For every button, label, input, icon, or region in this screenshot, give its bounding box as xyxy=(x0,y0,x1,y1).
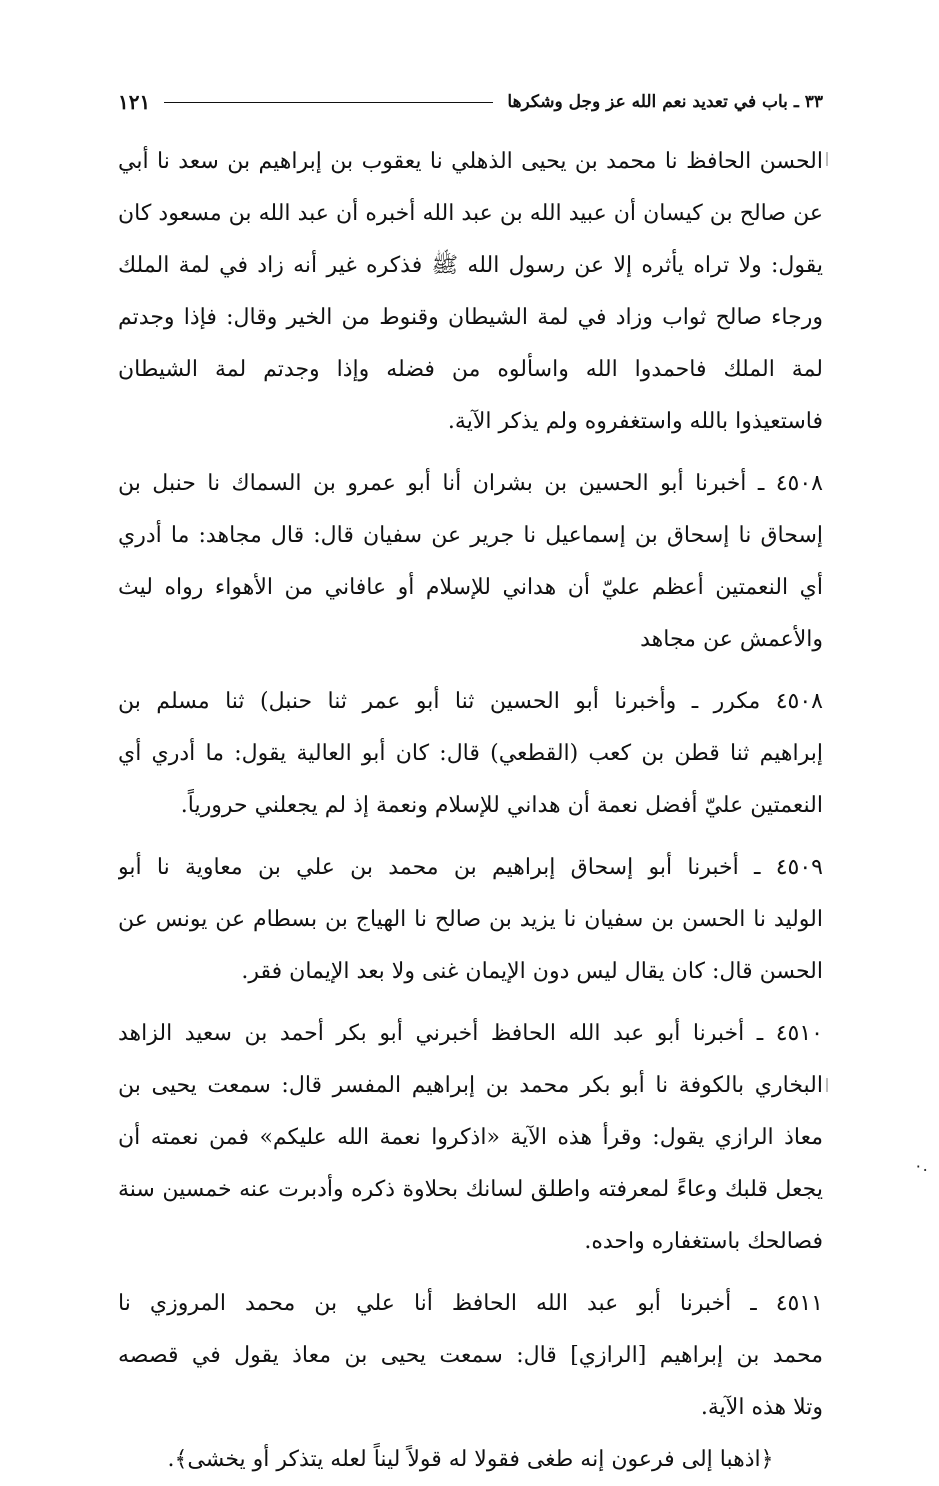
text-line: محمد بن إبراهيم [الرازي] قال: سمعت يحيى بن معاذ يقول في قصصه xyxy=(118,1343,823,1368)
header-rule xyxy=(164,102,493,103)
text-line: البخاري بالكوفة نا أبو بكر محمد بن إبراهيم المفسر قال: سمعت يحيى بن xyxy=(118,1073,823,1098)
text-line: يقول: ولا تراه يأثره إلا عن رسول الله ﷺ فذكره غير أنه زاد في لمة الملك xyxy=(118,253,823,278)
text-line: أي النعمتين أعظم عليّ أن هداني للإسلام أو عافاني من الأهواء رواه ليث xyxy=(118,575,823,600)
text-line: فصالحك باستغفاره واحده. xyxy=(584,1229,823,1254)
text-line: عن صالح بن كيسان أن عبيد الله بن عبد الله أخبره أن عبد الله بن مسعود كان xyxy=(118,201,823,226)
text-line: معاذ الرازي يقول: وقرأ هذه الآية «اذكروا نعمة الله عليكم» فمن نعمته أن xyxy=(118,1125,823,1150)
text-line: يجعل قلبك وعاءً لمعرفته واطلق لسانك بحلاوة ذكره وأدبرت عنه خمسين سنة xyxy=(118,1177,823,1202)
margin-mark: ٠. xyxy=(914,1156,928,1175)
chapter-title: ٣٣ ـ باب في تعديد نعم الله عز وجل وشكرها xyxy=(507,92,823,112)
hadith-4509-line: ٤٥٠٩ ـ أخبرنا أبو إسحاق إبراهيم بن محمد بن علي بن معاوية نا أبو xyxy=(118,855,823,880)
text-line: الحسن قال: كان يقال ليس دون الإيمان غنى ولا بعد الإيمان فقر. xyxy=(241,959,823,984)
hadith-4508-repeat-line: ٤٥٠٨ مكرر ـ وأخبرنا أبو الحسين ثنا أبو عمر ثنا حنبل) ثنا مسلم بن xyxy=(118,689,823,714)
hadith-4511-line: ٤٥١١ ـ أخبرنا أبو عبد الله الحافظ أنا علي بن محمد المروزي نا xyxy=(118,1291,823,1316)
text-line: لمة الملك فاحمدوا الله واسألوه من فضله وإذا وجدتم لمة الشيطان xyxy=(118,357,823,382)
hadith-4508-line: ٤٥٠٨ ـ أخبرنا أبو الحسين بن بشران أنا أبو عمرو بن السماك نا حنبل بن xyxy=(118,471,823,496)
page-header xyxy=(118,82,823,122)
margin-tick xyxy=(826,152,828,166)
text-line: ورجاء صالح ثواب وزاد في لمة الشيطان وقنوط من الخير وقال: فإذا وجدتم xyxy=(118,305,823,330)
text-line: والأعمش عن مجاهد xyxy=(640,627,823,652)
text-line: إبراهيم ثنا قطن بن كعب (القطعي) قال: كان أبو العالية يقول: ما أدري أي xyxy=(118,741,823,766)
quran-verse: ﴿اذهبا إلى فرعون إنه طغى فقولا له قولاً ليناً لعله يتذكر أو يخشى﴾. xyxy=(167,1447,774,1472)
text-line: الحسن الحافظ نا محمد بن يحيى الذهلي نا يعقوب بن إبراهيم بن سعد نا أبي xyxy=(118,149,823,174)
text-line: وتلا هذه الآية. xyxy=(700,1395,823,1420)
text-line: فاستعيذوا بالله واستغفروه ولم يذكر الآية. xyxy=(447,409,823,434)
body-text xyxy=(118,136,823,1486)
text-line: الوليد نا الحسن بن سفيان نا يزيد بن صالح نا الهياج بن بسطام عن يونس عن xyxy=(118,907,823,932)
text-line: إسحاق نا إسحاق بن إسماعيل نا جرير عن سفيان قال: قال مجاهد: ما أدري xyxy=(118,523,823,548)
text-line: النعمتين عليّ أفضل نعمة أن هداني للإسلام ونعمة إذ لم يجعلني حرورياً. xyxy=(180,793,823,818)
hadith-4510-line: ٤٥١٠ ـ أخبرنا أبو عبد الله الحافظ أخبرني أبو بكر أحمد بن سعيد الزاهد xyxy=(118,1021,823,1046)
margin-tick xyxy=(826,1078,828,1092)
page-number: ١٢١ xyxy=(118,90,151,114)
